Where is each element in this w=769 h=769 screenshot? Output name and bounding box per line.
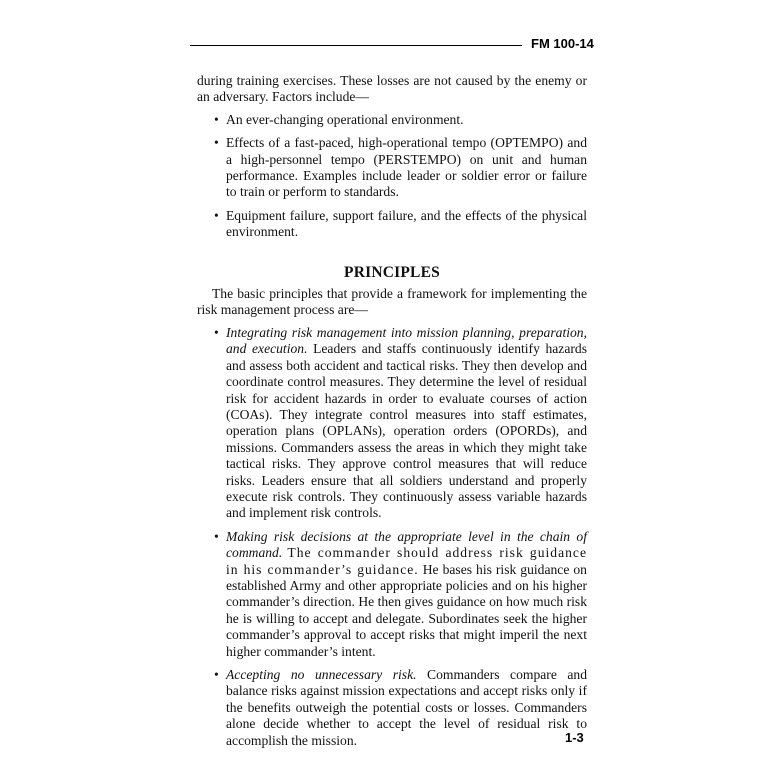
principle-text: He bases his risk guidance on established Army and other appropriate policies and on his higher commander’s direction. He then gives guidance on how much risk he is willing to accept and delegate. Subordinates seek the higher commander’s approval to accept risks that might imperil the next higher commander’s intent. bbox=[226, 561, 587, 659]
bullet-icon: • bbox=[214, 135, 219, 151]
list-item bbox=[197, 135, 587, 201]
list-item bbox=[197, 112, 587, 128]
bullet-icon: • bbox=[214, 528, 219, 544]
principle-text: Commanders compare and balance risks against mission expectations and accept risks only if the benefits outweigh the potential costs or losses. Commanders alone decide whether to accept the level of residual risk to accomplish the mission. bbox=[226, 667, 588, 748]
list-item bbox=[197, 667, 587, 749]
section-heading: PRINCIPLES bbox=[344, 263, 440, 281]
factor-text: An ever-changing operational environment. bbox=[226, 111, 464, 127]
principles-intro: The basic principles that provide a framework for implementing the risk management process are— bbox=[197, 286, 587, 318]
principle-text-spaced: The commander should address risk guidance in his commander’s guidance. bbox=[226, 545, 587, 577]
principle-text: Leaders and staffs continuously identify hazards and assess both accident and tactical risks. They then develop and coordinate control measures. They determine the level of residual risk for accident hazards in order to evaluate courses of action (COAs). They integrate control measures into staff estimates, operation plans (OPLANs), operation orders (OPORDs), and missions. Commanders assess the areas in which they might take tactical risks. They approve control measures that will reduce risks. Leaders ensure that all soldiers understand and properly execute risk controls. They continuously assess variable hazards and implement risk controls. bbox=[226, 341, 587, 521]
intro-paragraph: during training exercises. These losses are not caused by the enemy or an adversary. Factors include— bbox=[197, 73, 587, 105]
principle-lead: Making risk decisions at the appropriate level in the chain of command. bbox=[226, 528, 587, 561]
bullet-icon: • bbox=[214, 207, 219, 223]
header-rule bbox=[190, 45, 522, 46]
factors-list bbox=[197, 112, 587, 241]
list-item bbox=[197, 529, 587, 660]
factor-text: Equipment failure, support failure, and the effects of the physical environment. bbox=[226, 207, 587, 240]
header-label: FM 100-14 bbox=[531, 36, 594, 51]
factor-text: Effects of a fast-paced, high-operational tempo (OPTEMPO) and a high-personnel tempo (PERSTEMPO) on unit and human performance. Examples include leader or soldier error or failure to train or perform to standards. bbox=[226, 135, 587, 200]
principle-lead: Accepting no unnecessary risk. bbox=[226, 667, 417, 682]
principle-lead: Integrating risk management into mission planning, preparation, and execution. bbox=[226, 324, 587, 357]
bullet-icon: • bbox=[214, 111, 219, 127]
bullet-icon: • bbox=[214, 324, 219, 340]
list-item bbox=[197, 325, 587, 522]
body-text bbox=[197, 73, 587, 756]
bullet-icon: • bbox=[214, 667, 219, 682]
page-number: 1-3 bbox=[565, 730, 584, 745]
principles-list bbox=[197, 325, 587, 749]
list-item bbox=[197, 208, 587, 241]
